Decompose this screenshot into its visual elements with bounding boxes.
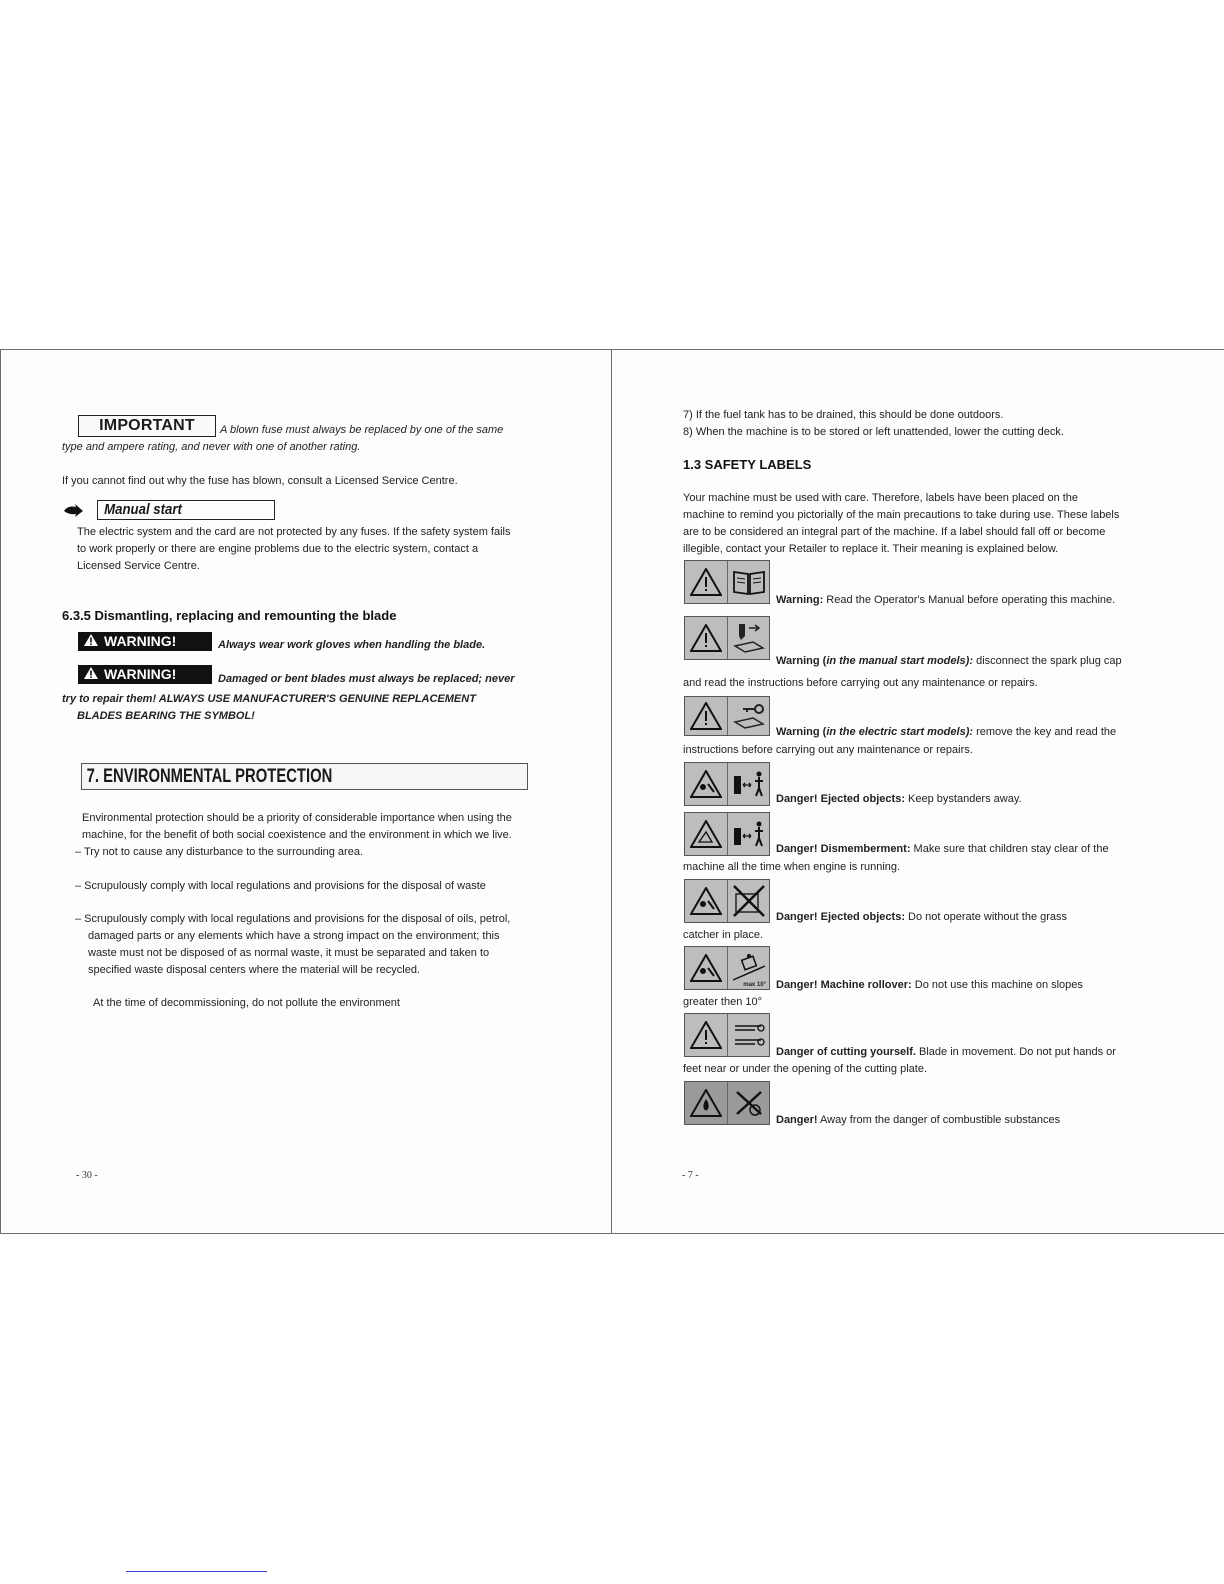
label-6-rest: Do not operate without the grass (904, 911, 1068, 923)
label-7-rest: Do not use this machine on slopes (911, 979, 1083, 991)
left-page (0, 350, 612, 1233)
pointer-arrow-icon (62, 503, 86, 519)
label-4-rest: Keep bystanders away. (904, 793, 1022, 805)
label-1-rest: Read the Operator's Manual before operating this machine. (823, 594, 1116, 606)
env-bullet-3-cont3: specified waste disposal centers where the material will be recycled. (88, 964, 420, 976)
label-bystanders (684, 762, 770, 806)
env-bullet-1: – Try not to cause any disturbance to the surrounding area. (75, 846, 364, 858)
warning-2-text-cont2: BLADES BEARING THE SYMBOL! (77, 710, 255, 722)
env-p2: machine, for the benefit of both social coexistence and the environment in which we live. (82, 829, 512, 841)
warning-triangle-icon (685, 617, 728, 659)
label-8-text (776, 1044, 1116, 1061)
label-7-cont: greater then 10° (683, 996, 763, 1008)
label-9-text (776, 1112, 1060, 1129)
label-6-bold: Danger! Ejected objects: (776, 911, 905, 923)
child-icon (728, 813, 769, 855)
grass-catcher-icon (728, 880, 769, 922)
env-p1: Environmental protection should be a priority of considerable importance when using the (82, 812, 512, 824)
label-2-bold: Warning ( (776, 655, 827, 667)
label-5-bold: Danger! Dismemberment: (776, 843, 911, 855)
manual-start-p3: Licensed Service Centre. (77, 560, 200, 572)
spark-plug-icon (728, 617, 769, 659)
label-1-bold: Warning: (776, 594, 824, 606)
label-9-rest: Away from the danger of combustible substances (817, 1114, 1061, 1126)
warning-badge-1 (78, 632, 212, 651)
blade-heading: 6.3.5 Dismantling, replacing and remounting the blade (62, 608, 397, 623)
label-3-bold: Warning ( (776, 726, 827, 738)
blade-hands-icon (728, 1014, 769, 1056)
warning-2-text: Damaged or bent blades must always be replaced; never (218, 673, 515, 685)
label-1-text (776, 592, 1115, 609)
important-text-cont: type and ampere rating, and never with one of another rating. (62, 441, 361, 453)
label-spark-plug (684, 616, 770, 660)
right-page (612, 350, 1224, 1233)
label-cutting (684, 1013, 770, 1057)
label-8-cont: feet near or under the opening of the cutting plate. (683, 1063, 928, 1075)
intro-1: Your machine must be used with care. Therefore, labels have been placed on the (683, 492, 1079, 504)
manual-start-box (97, 500, 275, 520)
item-8: 8) When the machine is to be stored or left unattended, lower the cutting deck. (683, 426, 1064, 438)
item-7: 7) If the fuel tank has to be drained, this should be done outdoors. (683, 409, 1004, 421)
label-5-cont: machine all the time when engine is running. (683, 861, 901, 873)
label-2-cont: and read the instructions before carrying out any maintenance or repairs. (683, 677, 1038, 689)
label-children (684, 812, 770, 856)
label-5-text (776, 841, 1109, 858)
no-fire-icon (728, 1082, 769, 1124)
env-last: At the time of decommissioning, do not pollute the environment (93, 997, 400, 1009)
rollover-max-text: max 10° (743, 982, 766, 988)
warning-triangle-icon (685, 1014, 728, 1056)
warning-2-text-cont: try to repair them! ALWAYS USE MANUFACTURER'S GENUINE REPLACEMENT (62, 693, 476, 705)
warning-triangle-icon (685, 1082, 728, 1124)
label-6-cont: catcher in place. (683, 929, 764, 941)
warning-label: WARNING! (104, 633, 177, 649)
env-bullet-3-cont2: waste must not be disposed of as normal waste, it must be separated and taken to (88, 947, 490, 959)
warning-label: WARNING! (104, 666, 177, 682)
manual-start-p2: to work properly or there are engine problems due to the electric system, contact a (77, 543, 479, 555)
label-2-boldital: in the manual start models): (826, 655, 974, 667)
warning-triangle-icon (685, 697, 728, 735)
safety-heading: 1.3 SAFETY LABELS (683, 457, 812, 472)
intro-3: are to be considered an integral part of the machine. If a label should fall off or become (683, 526, 1106, 538)
warning-1-text: Always wear work gloves when handling the blade. (218, 639, 486, 651)
book-icon (728, 561, 769, 603)
warning-triangle-icon (685, 813, 728, 855)
manual-start-p1: The electric system and the card are not protected by any fuses. If the safety system fails (77, 526, 511, 538)
label-5-rest: Make sure that children stay clear of the (910, 843, 1109, 855)
warning-triangle-icon (84, 632, 98, 651)
rollover-icon (728, 947, 769, 989)
fuse-paragraph: If you cannot find out why the fuse has blown, consult a Licensed Service Centre. (62, 475, 458, 487)
label-3-boldital: in the electric start models): (826, 726, 974, 738)
env-heading: 7. ENVIRONMENTAL PROTECTION (86, 766, 333, 787)
page-spread (0, 349, 1224, 1234)
important-text: A blown fuse must always be replaced by one of the same (220, 424, 504, 436)
intro-2: machine to remind you pictorially of the main precautions to take during use. These labels (683, 509, 1120, 521)
label-8-rest: Blade in movement. Do not put hands or (915, 1046, 1116, 1058)
label-combustible (684, 1081, 770, 1125)
env-bullet-3-cont: damaged parts or any elements which have a strong impact on the environment; this (88, 930, 500, 942)
warning-badge-2 (78, 665, 212, 684)
label-key (684, 696, 770, 736)
label-2-rest: disconnect the spark plug cap (973, 655, 1122, 667)
warning-triangle-icon (685, 947, 728, 989)
key-icon (728, 697, 769, 735)
important-label: IMPORTANT (78, 415, 216, 437)
intro-4: illegible, contact your Retailer to replace it. Their meaning is explained below. (683, 543, 1059, 555)
label-read-manual (684, 560, 770, 604)
bystander-icon (728, 763, 769, 805)
warning-triangle-icon (685, 763, 728, 805)
label-8-bold: Danger of cutting yourself. (776, 1046, 916, 1058)
label-4-bold: Danger! Ejected objects: (776, 793, 905, 805)
env-heading-box (81, 763, 528, 790)
label-6-text (776, 909, 1067, 926)
warning-triangle-icon (84, 665, 98, 684)
footnote-rule (126, 1571, 267, 1572)
page-number: - 7 - (682, 1170, 699, 1181)
warning-triangle-icon (685, 561, 728, 603)
label-grass-catcher (684, 879, 770, 923)
env-bullet-2: – Scrupulously comply with local regulations and provisions for the disposal of waste (75, 880, 486, 892)
label-7-bold: Danger! Machine rollover: (776, 979, 912, 991)
label-3-rest: remove the key and read the (973, 726, 1117, 738)
label-2-text (776, 653, 1122, 670)
label-9-bold: Danger! (776, 1114, 818, 1126)
label-3-text (776, 724, 1116, 741)
manual-start-label: Manual start (104, 501, 182, 518)
label-3-cont: instructions before carrying out any maintenance or repairs. (683, 744, 973, 756)
label-rollover (684, 946, 770, 990)
page-number: - 30 - (76, 1170, 98, 1181)
label-4-text (776, 791, 1022, 808)
warning-triangle-icon (685, 880, 728, 922)
label-7-text (776, 977, 1083, 994)
env-bullet-3: – Scrupulously comply with local regulations and provisions for the disposal of oils, petrol, (75, 913, 511, 925)
